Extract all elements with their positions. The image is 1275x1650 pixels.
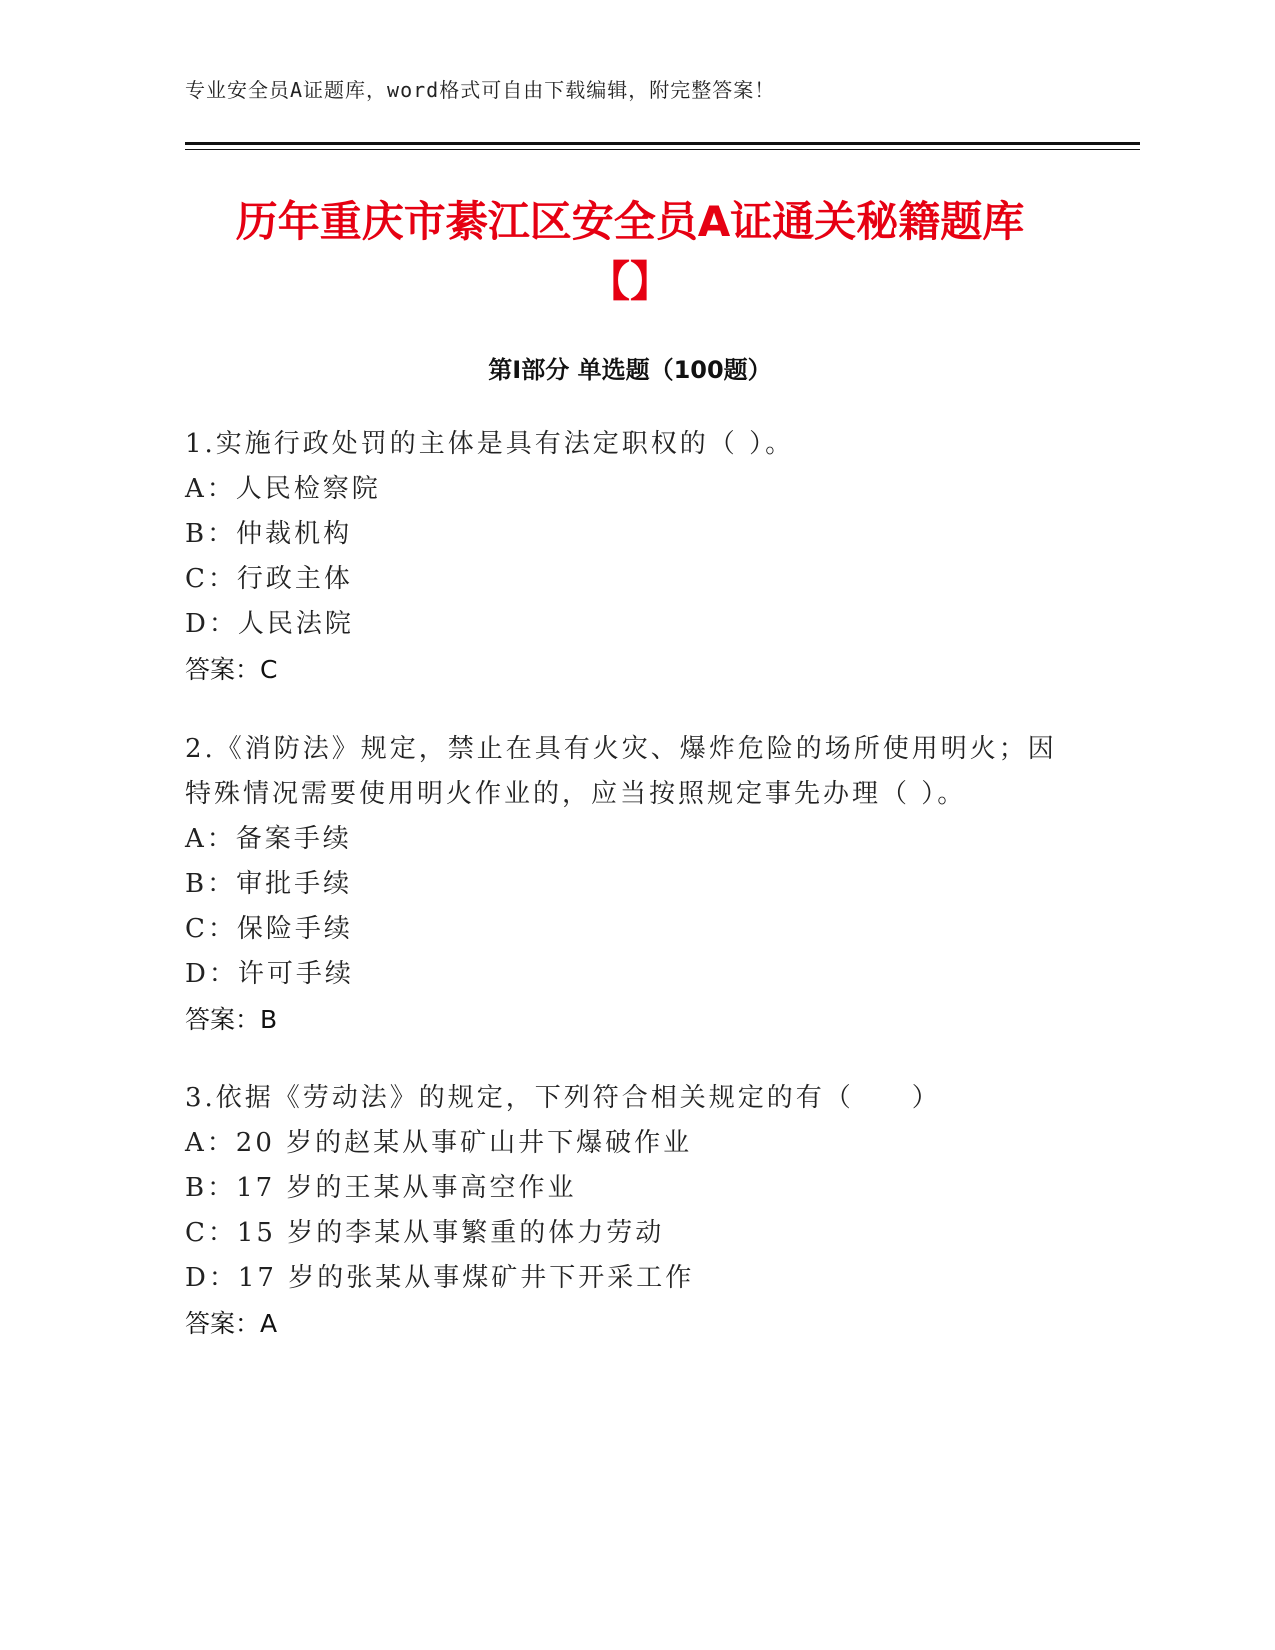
header-note: 专业安全员A证题库，word格式可自由下载编辑，附完整答案！ xyxy=(185,78,776,102)
header-rule-thick xyxy=(185,142,1140,145)
option-b: B：仲裁机构 xyxy=(185,519,353,549)
option-c: C：行政主体 xyxy=(185,564,353,594)
option-d: D：人民法院 xyxy=(185,609,354,639)
option-d: D：许可手续 xyxy=(185,959,354,989)
question-1 xyxy=(185,422,1085,692)
question-stem-line-1: 2.《消防法》规定，禁止在具有火灾、爆炸危险的场所使用明火；因 xyxy=(185,734,1057,764)
option-b: B：17 岁的王某从事高空作业 xyxy=(185,1173,577,1203)
option-d: D：17 岁的张某从事煤矿井下开采工作 xyxy=(185,1263,695,1293)
question-2 xyxy=(185,727,1085,1042)
header-rule-thin xyxy=(185,149,1140,150)
question-stem: 1.实施行政处罚的主体是具有法定职权的（ ）。 xyxy=(185,429,795,459)
option-a: A：备案手续 xyxy=(185,824,352,854)
question-stem: 3.依据《劳动法》的规定，下列符合相关规定的有（ ） xyxy=(185,1083,941,1113)
title-line-2: 【】 xyxy=(587,257,672,306)
title-line-1: 历年重庆市綦江区安全员A证通关秘籍题库 xyxy=(235,197,1025,246)
page-title xyxy=(185,192,1075,312)
option-c: C：15 岁的李某从事繁重的体力劳动 xyxy=(185,1218,665,1248)
answer: 答案：A xyxy=(185,1309,278,1338)
answer: 答案：C xyxy=(185,655,278,684)
question-stem-line-2: 特殊情况需要使用明火作业的，应当按照规定事先办理（ ）。 xyxy=(185,779,967,809)
option-a: A：人民检察院 xyxy=(185,474,381,504)
option-a: A：20 岁的赵某从事矿山井下爆破作业 xyxy=(185,1128,693,1158)
answer: 答案：B xyxy=(185,1005,278,1034)
question-3 xyxy=(185,1076,1085,1346)
option-b: B：审批手续 xyxy=(185,869,353,899)
option-c: C：保险手续 xyxy=(185,914,353,944)
section-heading: 第I部分 单选题（100题） xyxy=(488,356,772,384)
